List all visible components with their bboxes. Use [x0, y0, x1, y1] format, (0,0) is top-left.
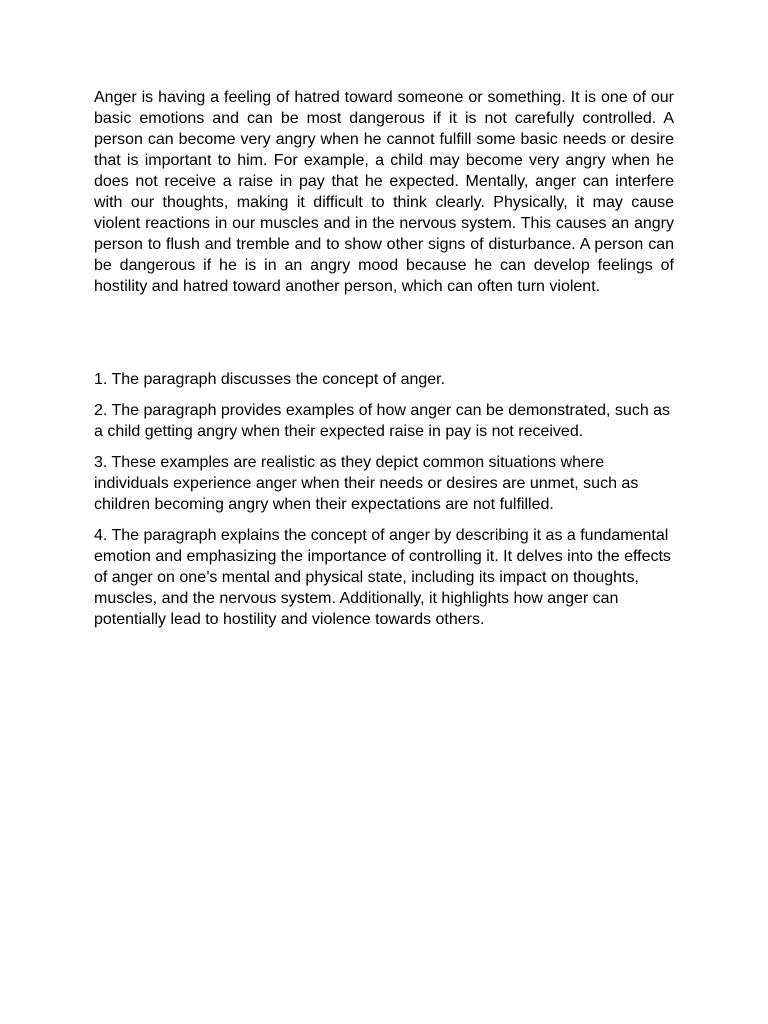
anger-paragraph: Anger is having a feeling of hatred toward someone or something. It is one of our basic emotions and can be most dangerous if it is not carefully controlled. A person can become very angry when he cannot fulfill some basic needs or desire that is important to him. For example, a child may become very angry when he does not receive a raise in pay that he expected. Mentally, anger can interfere with our thoughts, making it difficult to think clearly. Physically, it may cause violent reactions in our muscles and in the nervous system. This causes an angry person to flush and tremble and to show other signs of disturbance. A person can be dangerous if he is in an angry mood because he can develop feelings of hostility and hatred toward another person, which can often turn violent. [94, 89, 674, 295]
answer-list [94, 369, 674, 630]
answer-4: 4. The paragraph explains the concept of anger by describing it as a fundamental emotion and emphasizing the importance of controlling it. It delves into the effects of anger on one’s mental and physical state, including its impact on thoughts, muscles, and the nervous system. Additionally, it highlights how anger can potentially lead to hostility and violence towards others. [94, 527, 671, 628]
answer-3: 3. These examples are realistic as they depict common situations where individuals experience anger when their needs or desires are unmet, such as children becoming angry when their expectations are not fulfilled. [94, 454, 639, 513]
answer-2: 2. The paragraph provides examples of how anger can be demonstrated, such as a child getting angry when their expected raise in pay is not received. [94, 402, 671, 440]
document-content [94, 87, 674, 640]
answer-1: 1. The paragraph discusses the concept of anger. [94, 371, 446, 388]
